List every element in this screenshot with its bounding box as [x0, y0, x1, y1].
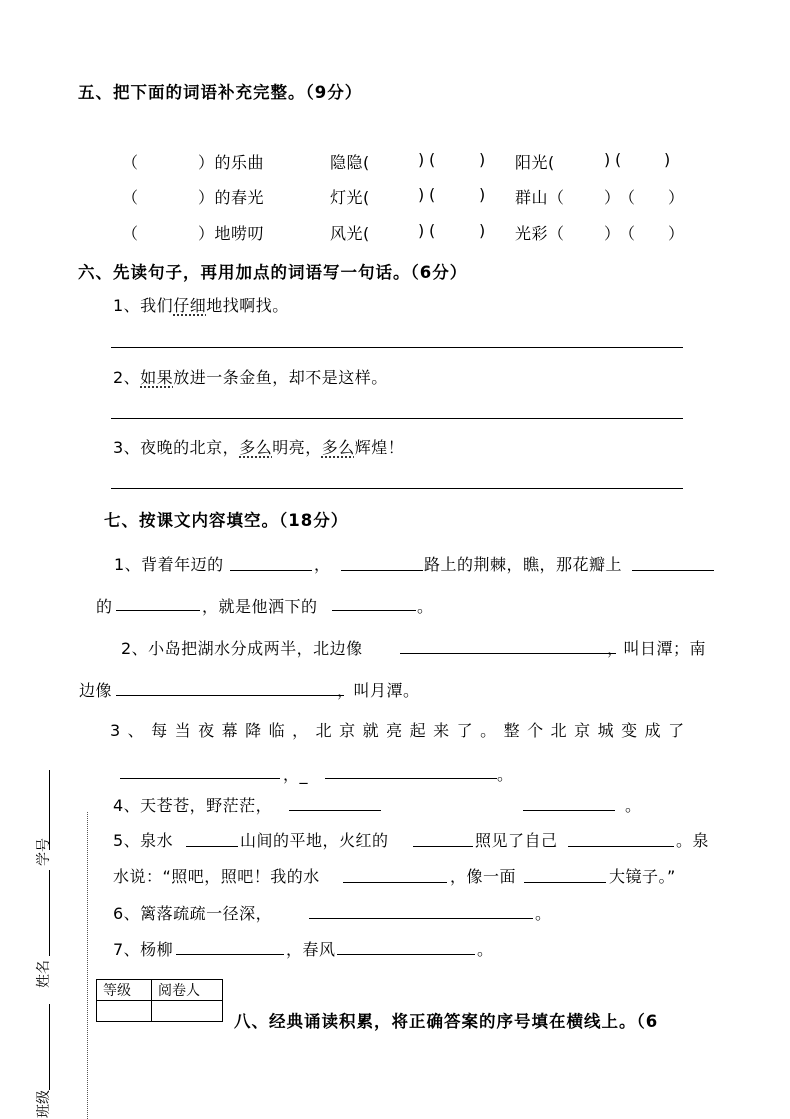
word-text: 灯光(	[330, 188, 370, 207]
grading-table	[96, 979, 223, 1022]
fill-text: 。	[497, 765, 514, 784]
fill-text: ，春风	[286, 940, 336, 959]
word-text: ）的乐曲	[198, 153, 265, 172]
fill-text: 山间的平地，火红的	[240, 831, 389, 850]
sentence-text: 1、我们	[113, 296, 174, 315]
paren-close: )	[418, 150, 425, 169]
blank-line[interactable]	[632, 570, 714, 571]
sentence-text: 放进一条金鱼，却不是这样。	[173, 368, 388, 387]
fill-text: 路上的荆棘，瞧，那花瓣上	[424, 555, 623, 574]
fill-text: 。	[535, 904, 552, 923]
blank-line[interactable]	[230, 570, 312, 571]
fill-text: 3、每当夜幕降临，北京就亮起来了。整个北京城变成了	[110, 721, 692, 740]
sentence-2	[113, 365, 388, 388]
word-text: 隐隐(	[330, 153, 370, 172]
blank-line[interactable]	[116, 695, 344, 696]
blank-line[interactable]	[568, 846, 674, 847]
paren-open: （	[122, 153, 139, 172]
binding-dotted-line	[87, 812, 88, 1119]
student-id-label: 学号	[36, 838, 52, 866]
fill-text: 。	[477, 940, 494, 959]
blank-line[interactable]	[289, 810, 381, 811]
fill-text: 边像	[79, 681, 113, 700]
word-text: 阳光(	[515, 153, 555, 172]
word-text: 光彩（	[515, 224, 565, 243]
fill-text: 5、泉水	[113, 831, 174, 850]
fill-text: 7、杨柳	[113, 940, 174, 959]
sentence-3	[113, 435, 404, 458]
fill-text: ，叫日潭；南	[607, 639, 707, 658]
blank-line[interactable]	[325, 778, 497, 779]
blank-line[interactable]	[337, 954, 475, 955]
paren-close: )	[604, 150, 611, 169]
grader-cell[interactable]	[152, 1001, 223, 1022]
paren-close: ）	[604, 224, 621, 243]
blank-line[interactable]	[341, 570, 423, 571]
paren-close: )	[418, 221, 425, 240]
sentence-text: 3、夜晚的北京，	[113, 438, 240, 457]
paren-open: (	[429, 185, 436, 204]
paren-close: )	[479, 221, 486, 240]
answer-line[interactable]	[111, 418, 683, 419]
paren-close: )	[479, 185, 486, 204]
paren-open: （	[619, 224, 636, 243]
paren-close: ）	[668, 188, 685, 207]
class-label: 班级	[36, 1090, 52, 1118]
section6-title: 六、先读句子，再用加点的词语写一句话。（6分）	[78, 263, 468, 282]
paren-close: )	[418, 185, 425, 204]
paren-open: （	[122, 188, 139, 207]
dotted-word: 多么	[239, 438, 273, 457]
fill-text: 4、天苍苍，野茫茫，	[113, 796, 273, 815]
blank-line[interactable]	[176, 954, 284, 955]
fill-text: ，就是他洒下的	[202, 597, 318, 616]
margin-line	[49, 1004, 50, 1090]
fill-text: ，_	[283, 765, 309, 784]
sentence-text: 明亮，	[272, 438, 322, 457]
section7-title: 七、按课文内容填空。（18分）	[104, 511, 349, 530]
margin-line	[49, 870, 50, 956]
fill-text: 。	[417, 597, 434, 616]
grade-header: 等级	[97, 980, 152, 1001]
blank-line[interactable]	[120, 778, 280, 779]
blank-line[interactable]	[186, 846, 238, 847]
section5-title: 五、把下面的词语补充完整。（9分）	[78, 83, 363, 102]
sentence-text: 2、	[113, 368, 141, 387]
fill-text: 的	[96, 597, 113, 616]
paren-open: (	[429, 150, 436, 169]
fill-text: 6、篱落疏疏一径深，	[113, 904, 273, 923]
grade-cell[interactable]	[97, 1001, 152, 1022]
word-text: ）地唠叨	[198, 224, 265, 243]
dotted-word: 如果	[140, 368, 174, 387]
word-text: 群山（	[515, 188, 565, 207]
fill-text: 1、背着年迈的	[114, 555, 224, 574]
paren-close: ）	[668, 224, 685, 243]
fill-text: 大镜子。”	[609, 867, 676, 886]
word-text: 风光(	[330, 224, 370, 243]
blank-line[interactable]	[343, 882, 447, 883]
blank-line[interactable]	[116, 610, 200, 611]
sentence-text: 辉煌！	[354, 438, 405, 457]
fill-text: 。	[625, 796, 642, 815]
fill-text: ，叫月潭。	[337, 681, 420, 700]
fill-text: ，	[314, 555, 331, 574]
fill-text: 水说：“照吧，照吧！我的水	[113, 867, 320, 886]
blank-line[interactable]	[523, 810, 615, 811]
grader-header: 阅卷人	[152, 980, 223, 1001]
paren-close: )	[479, 150, 486, 169]
fill-text: ，像一面	[450, 867, 517, 886]
answer-line[interactable]	[111, 347, 683, 348]
fill-text: 。泉	[676, 831, 710, 850]
fill-text: 照见了自己	[475, 831, 558, 850]
blank-line[interactable]	[400, 653, 616, 654]
section8-title: 八、经典诵读积累，将正确答案的序号填在横线上。（6	[234, 1012, 659, 1031]
dotted-word: 多么	[321, 438, 355, 457]
blank-line[interactable]	[309, 918, 533, 919]
word-text: ）的春光	[198, 188, 265, 207]
paren-close: )	[664, 150, 671, 169]
blank-line[interactable]	[524, 882, 606, 883]
paren-open: （	[122, 224, 139, 243]
fill-text: 2、小岛把湖水分成两半，北边像	[121, 639, 363, 658]
answer-line[interactable]	[111, 488, 683, 489]
paren-open: (	[429, 221, 436, 240]
paren-open: (	[615, 150, 622, 169]
blank-line[interactable]	[332, 610, 416, 611]
blank-line[interactable]	[413, 846, 473, 847]
paren-close: ）	[604, 188, 621, 207]
sentence-1	[113, 293, 289, 316]
sentence-text: 地找啊找。	[206, 296, 289, 315]
paren-open: （	[619, 188, 636, 207]
name-label: 姓名	[36, 960, 52, 988]
dotted-word: 仔细	[173, 296, 207, 315]
